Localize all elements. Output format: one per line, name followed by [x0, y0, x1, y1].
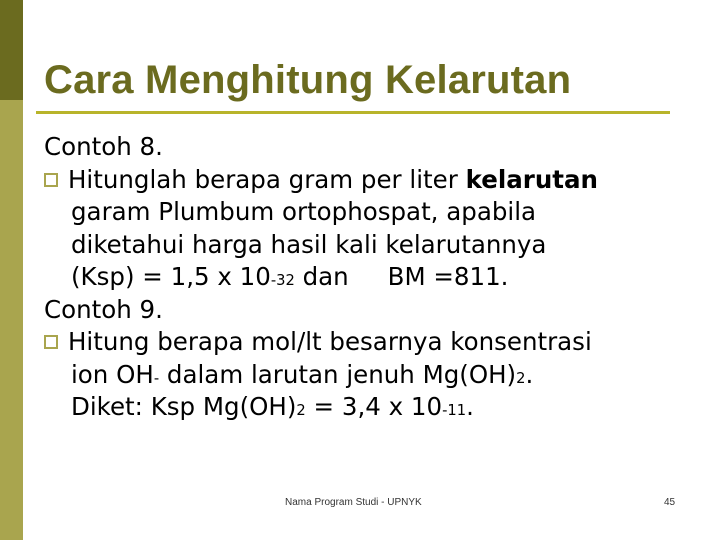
square-bullet-icon — [44, 335, 58, 349]
example-9-line-2: ion OH- dalam larutan jenuh $Mg(OH)_2$. — [71, 359, 534, 389]
footer-program-name: Nama Program Studi - UPNYK — [285, 497, 422, 508]
page-number: 45 — [664, 497, 676, 508]
example-8-line-4: (Ksp) = 1,5 x $10^{-32}$ dan BM =811. — [71, 262, 509, 291]
example-9-heading: Contoh 9. — [44, 294, 163, 324]
example-8-heading: Contoh 8. — [44, 132, 163, 161]
example-8-line-3: diketahui harga hasil kali kelarutannya — [71, 229, 547, 259]
example-8-line-2: garam Plumbum ortophospat, apabila — [71, 197, 537, 226]
example-9-line-3: Diket: Ksp $Mg(OH)_2 = 3,4$ x $10^{-11}$. — [71, 392, 474, 421]
slide-title: Cara Menghitung Kelarutan — [44, 58, 572, 102]
square-bullet-icon — [44, 173, 58, 187]
example-9-line-1: Hitung berapa mol/lt besarnya konsentrasi — [44, 326, 704, 359]
example-8-line-1: Hitunglah berapa gram per liter kelarutan — [44, 164, 704, 197]
slide-body — [44, 131, 704, 424]
left-accent-bar-lower — [0, 100, 23, 540]
bold-term: kelarutan — [465, 164, 598, 194]
title-divider — [36, 111, 670, 114]
